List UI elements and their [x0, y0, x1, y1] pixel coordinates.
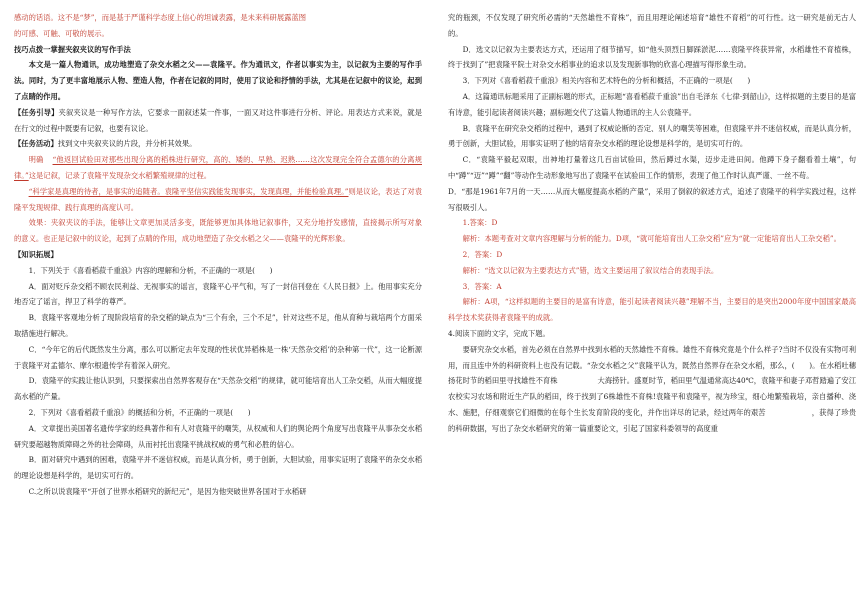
- example-paragraph: [14, 152, 422, 184]
- question-option: C．“袁隆平毅起双眼，出神地打量着这几百亩试验田，然后蹲过水渠，迈步走进田间。他蹲下身子翻看着土壤”，句中“蹲”“迈”“蹲”“翻”等动作生动形象地写出了袁隆平在试验田工作的情形，表现了他工作时认真严谨、一丝不苟。: [448, 155, 856, 180]
- question-stem: 1．下列关于《喜看稻菽千重浪》内容的理解和分析，不正确的一项是( ): [28, 265, 273, 275]
- question-option: A．面对贬斥杂交稻不顾农民利益、无视事实的谣言，袁隆平心平气和，写了一封信刊登在《人民日报》上。他用事实充分地否定了谣言，捍卫了科学的尊严。: [14, 281, 422, 307]
- task-activity-label: 【任务活动】: [14, 139, 58, 149]
- question-option: A．文章提出美国著名遗传学家的经典著作和有人对袁隆平的嘲笑，从权威和人们的舆论两个角度写出袁隆平从事杂交水稻研究要超越物质障碍之外的社会障碍，从而衬托出袁隆平挑战权威的勇气和必胜的信心。: [14, 423, 422, 449]
- question-stem: 3．下列对《喜看稻菽千重浪》相关内容和艺术特色的分析和概括，不正确的一项是( ): [462, 76, 751, 86]
- intro-line: 感动的话语。这不是“梦”，而是基于严谨科学态度上信心的坦诚表露，是未来科研展露蓝图: [14, 13, 307, 22]
- knowledge-heading: 【知识拓展】: [14, 249, 58, 259]
- example-analysis: 则是议论，表达了对袁隆平发现规律、践行真理的高度认可。: [14, 186, 422, 212]
- answer-explanation: 解析：本题考查对文章内容理解与分析的能力。D项，“就可能培育出人工杂交稻”应为“就一定能培育出人工杂交稻”。: [462, 234, 841, 244]
- right-column: [448, 10, 856, 437]
- question-option: D．“那是1961年7月的一天……从而大幅度提高水稻的产量”，采用了倒叙的叙述方式，追述了袁隆平的科学实践过程，这样写很吸引人。: [448, 186, 856, 212]
- section-heading: 技巧点拨一掌握夹叙夹议的写作手法: [14, 44, 131, 54]
- question-option: C．“今年它的后代既然发生分离，那么可以断定去年发现的性状优异稻株是一株‘天然杂交稻’的杂种第一代”，这一论断源于袁隆平对孟德尔、摩尔根遗传学有着深入研究。: [14, 344, 422, 370]
- answer-line: 3．答案：A: [462, 281, 502, 291]
- example-analysis: 这是记叙，记录了袁隆平发现杂交水稻繁殖规律的过程。: [28, 170, 212, 180]
- question-stem: 4.阅读下面的文字，完成下题。: [448, 328, 550, 338]
- question-option: B．袁隆平在研究杂交稻的过程中，遇到了权威论断的否定、别人的嘲笑等困难，但袁隆平并不迷信权威，而是认真分析，勇于创新，大胆试验，用事实证明了他的培育杂交水稻的理论设想是科学的，是切实可行的。: [448, 123, 856, 149]
- answer-explanation: 解析：“选文以记叙为主要表达方式”错，选文主要运用了叙议结合的表现手法。: [462, 265, 719, 275]
- effect-paragraph: 效果：夹叙夹议的手法，能够让文章更加灵活多变，既能够更加具体地记叙事件，又充分地抒发感情，直接揭示所写对象的意义。也正是记叙中的议论，起到了点睛的作用，成功地塑造了杂交水稻之父——袁隆平的光辉形象。: [14, 218, 422, 244]
- question-option: C.之所以说袁隆平“开创了世界水稻研究的新纪元”，是因为他突破世界各国对于水稻研: [28, 486, 307, 496]
- question-option: A．这篇通讯标题采用了正副标题的形式，正标题“喜看稻菽千重浪”出自毛泽东《七律·到韶山》，这样拟题的主要目的是富有诗意，能引起读者阅读兴趣；副标题交代了这篇人物通讯的主人公袁隆平。: [448, 91, 856, 117]
- intro-line: 的可感、可触、可敬的展示。: [14, 28, 109, 38]
- question-option: D．选文以记叙为主要表达方式，还运用了细节描写，如“他头顶烈日脚踩淤泥……袁隆平终获异常，水稻雄性不育植株，终于找到了”把袁隆平院士对杂交水稻事业的追求以及发现新事物的欣喜心理描写得形象生动。: [448, 44, 856, 70]
- question-stem: 2．下列对《喜看稻菽千重浪》的概括和分析，不正确的一项是( ): [28, 407, 251, 417]
- task-activity-text: 找到文中夹叙夹议的片段，并分析其效果。: [57, 139, 197, 149]
- passage-text: ，获得了珍贵的科研数据，写出了杂交水稻研究的第一篇重要论文，引起了国家科委领导的高度重: [448, 407, 856, 433]
- passage-text: 要研究杂交水稻，首先必须在自然界中找到水稻的天然雄性不育株。雄性不育株究竟是个什么样子?当时不仅没有实物可利用，而且连中外的科研资料上也没有记载。“杂交水稻之父”袁隆平认为，既然自然界存在杂交水稻，那么，( )。在水稻吐穗扬花时节的稻田里寻找雄性不育株: [448, 344, 856, 386]
- passage-text: 大海捞针。盛夏时节，稻田里气温通常高达40℃，袁隆平和妻子邓哲踏遍了安江农校实习农场和附近生产队的稻田，终于找到了6株雄性不育株!袁隆平和袁隆平，视为珍宝，细心地繁殖栽培，亲自播种、浇水、施肥，仔细观察它们细微的在每个生长发育阶段的变化，并作出详尽的记录，经过两年的艰苦: [448, 376, 856, 417]
- answer-explanation: 解析：A项，“这样拟题的主要目的是富有诗意，能引起读者阅读兴趣”理解不当，主要目的是突出2000年度中国国家最高科学技术奖获得者袁隆平的成就。: [448, 297, 856, 323]
- reading-passage: [448, 342, 856, 437]
- left-column: [14, 10, 422, 500]
- task-guide-label: 【任务引导】: [14, 107, 59, 117]
- question-option: B．袁隆平客观地分析了现阶段培育的杂交稻的缺点为“三个有余，三个不足”，针对这些不足，他从育种与栽培两个方面采取措施进行解决。: [14, 313, 422, 338]
- example-quote: “科学家是真理的待者，是事实的追随者。袁隆平坚信实践能发现事实，发现真理，并能检验真理。”: [28, 186, 349, 196]
- task-activity: [14, 136, 422, 152]
- answer-line: 2．答案：D: [462, 249, 503, 259]
- question-option: D．袁隆平的实践让他认识到，只要探索出自然界客观存在“天然杂交稻”的规律，就可能培育出人工杂交稻，从而大幅度提高水稻的产量。: [14, 376, 422, 402]
- question-option: B．面对研究中遇到的困难，袁隆平并不迷信权威，而是认真分析，勇于创新，大胆试验，用事实证明了袁隆平的杂交水稻的理论设想是科学的，是切实可行的。: [14, 455, 422, 481]
- task-guide-text: 夹叙夹议是一种写作方法，它要求一面叙述某一件事，一面又对这件事进行分析、评论。用表达方式来说，就是在行文的过程中既要有记叙，也要有议论。: [14, 107, 423, 133]
- question-option-continued: 究的瓶颈，不仅发现了研究所必需的“天然雄性不育株”，而且用理论阐述培育“雄性不育稻”的可行性。这一研究是前无古人的。: [448, 13, 856, 38]
- task-guide: [14, 105, 422, 137]
- example-paragraph: [14, 184, 422, 216]
- section-body: 本文是一篇人物通讯，成功地塑造了杂交水稻之父——袁隆平。作为通讯文，作者以事实为主，以记叙为主要的写作手法。同时，为了更丰富地展示人物、塑造人物，作者在记叙的同时，使用了议论和抒情的手法，尤其是在记叙中的议论，起到了点睛的作用。: [14, 60, 422, 101]
- example-quote: “他返回试验田对那些出现分离的稻株进行研究，高的、矮的、早熟、迟熟……这次发现完全符合孟德尔的分离规律。”: [14, 155, 422, 180]
- answer-line: 1.答案：D: [462, 218, 498, 228]
- example-label: 明确: [28, 155, 44, 165]
